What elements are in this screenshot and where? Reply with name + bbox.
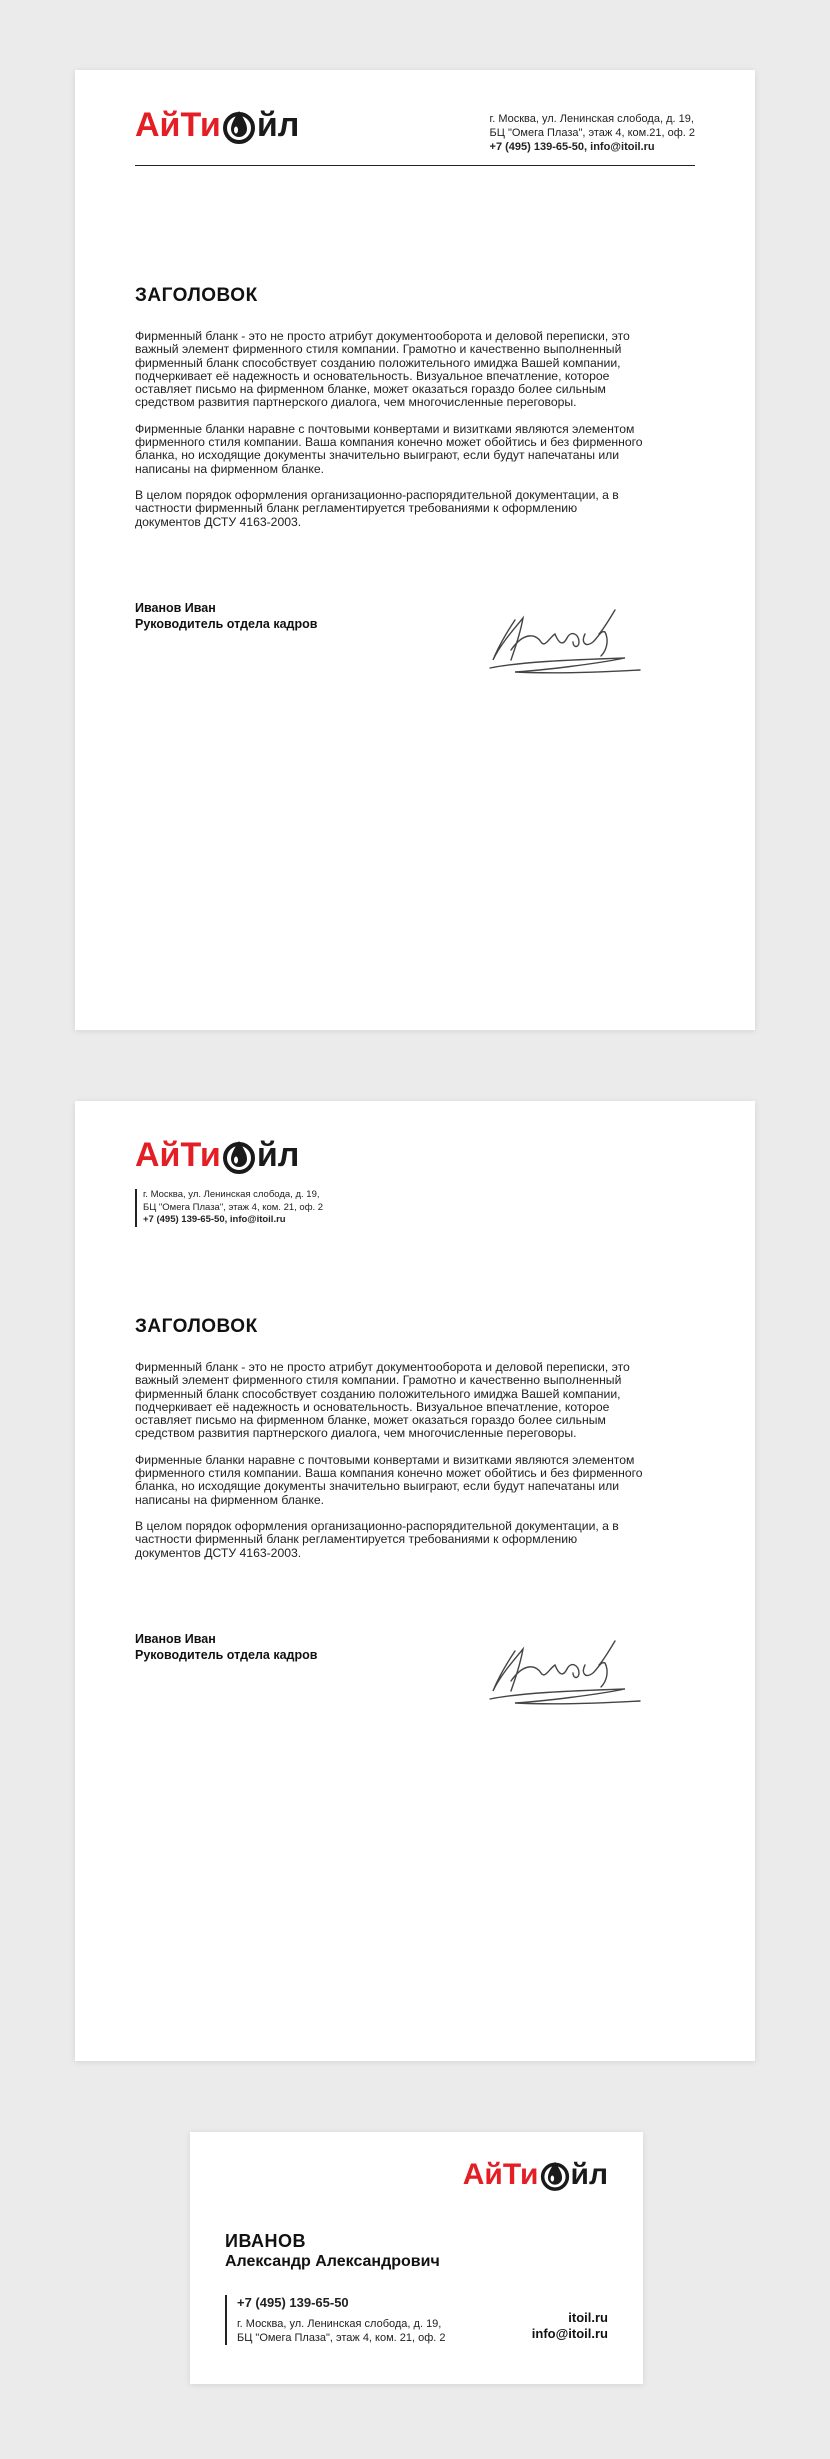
- card-address-line: БЦ "Омега Плаза", этаж 4, ком. 21, оф. 2: [237, 2332, 446, 2344]
- signer-block: [135, 1631, 317, 1663]
- paragraph: В целом порядок оформления организационно-распорядительной документации, а в частности фирменный бланк регламентируется требованиями к оформлению документов ДСТУ 4163-2003.: [135, 487, 619, 529]
- signer-block: [135, 600, 317, 632]
- logo-text-red: АйТи: [462, 2158, 539, 2191]
- letter-body: [135, 1361, 645, 1573]
- card-contacts: [225, 2295, 446, 2345]
- logo-text-black: йл: [570, 2158, 608, 2191]
- card-web-contacts: [532, 2310, 608, 2342]
- business-card: [190, 2132, 643, 2384]
- header-contacts: [135, 1189, 323, 1227]
- oil-drop-icon: [222, 107, 256, 145]
- contact-line: [143, 1214, 323, 1227]
- address-line: БЦ "Омега Плаза", этаж 4, ком. 21, оф. 2: [143, 1201, 324, 1213]
- letter-heading: ЗАГОЛОВОК: [135, 1316, 258, 1337]
- address-line: БЦ "Омега Плаза", этаж 4, ком.21, оф. 2: [489, 127, 695, 139]
- paragraph: Фирменный бланк - это не просто атрибут документооборота и деловой переписки, это важный элемент фирменного стиля компании. Грамотно и качественно выполненный фирменный бланк способствует созданию положительного имиджа Вашей компании, подчеркивает её надежность и основательность. Визуальное впечатление, которое оставляет письмо на фирменном бланке, может оказаться гораздо более сильным средством развития партнерского диалога, чем многочисленные переговоры.: [135, 1360, 630, 1441]
- oil-drop-icon: [540, 2158, 570, 2192]
- signer-title: Руководитель отдела кадров: [135, 617, 318, 631]
- header-divider: [135, 165, 695, 166]
- letterhead-sheet-vertical: [75, 1101, 755, 2061]
- logo-text-red: АйТи: [135, 1136, 221, 1174]
- contact-line: [490, 140, 695, 154]
- paragraph: Фирменные бланки наравне с почтовыми конвертами и визитками являются элементом фирменного стиля компании. Ваша компания конечно может обойтись и без фирменного бланка, но исходящие документы значительно выиграют, если будут напечатаны или написаны на фирменном бланке.: [135, 421, 643, 476]
- oil-drop-icon: [222, 1137, 256, 1175]
- company-logo: [463, 2158, 608, 2192]
- card-phone: +7 (495) 139-65-50: [237, 2295, 349, 2310]
- email-link[interactable]: info@itoil.ru: [531, 2326, 608, 2341]
- letter-body: [135, 330, 645, 542]
- signer-name: Иванов Иван: [135, 1632, 216, 1646]
- logo-text-black: йл: [256, 106, 300, 144]
- signer-name: Иванов Иван: [135, 601, 216, 615]
- website-link[interactable]: itoil.ru: [568, 2310, 608, 2325]
- handwritten-signature: [475, 1621, 655, 1721]
- letter-heading: ЗАГОЛОВОК: [135, 285, 258, 306]
- phone-text: +7 (495) 139-65-50,: [489, 141, 588, 153]
- handwritten-signature: [475, 590, 655, 690]
- card-address-line: г. Москва, ул. Ленинская слобода, д. 19,: [237, 2318, 442, 2330]
- letterhead-sheet-horizontal: [75, 70, 755, 1030]
- paragraph: В целом порядок оформления организационно-распорядительной документации, а в частности фирменный бланк регламентируется требованиями к оформлению документов ДСТУ 4163-2003.: [135, 1518, 619, 1560]
- address-line: г. Москва, ул. Ленинская слобода, д. 19,: [143, 1189, 320, 1200]
- paragraph: Фирменный бланк - это не просто атрибут документооборота и деловой переписки, это важный элемент фирменного стиля компании. Грамотно и качественно выполненный фирменный бланк способствует созданию положительного имиджа Вашей компании, подчеркивает её надежность и основательность. Визуальное впечатление, которое оставляет письмо на фирменном бланке, может оказаться гораздо более сильным средством развития партнерского диалога, чем многочисленные переговоры.: [135, 329, 630, 410]
- signer-title: Руководитель отдела кадров: [135, 1648, 318, 1662]
- header-contacts: [490, 112, 695, 154]
- card-full-name: Александр Александрович: [225, 2253, 440, 2270]
- address-line: г. Москва, ул. Ленинская слобода, д. 19,: [489, 113, 694, 125]
- phone-text: +7 (495) 139-65-50,: [143, 1214, 228, 1225]
- company-logo: [135, 1136, 299, 1175]
- paragraph: Фирменные бланки наравне с почтовыми конвертами и визитками являются элементом фирменного стиля компании. Ваша компания конечно может обойтись и без фирменного бланка, но исходящие документы значительно выиграют, если будут напечатаны или написаны на фирменном бланке.: [135, 1452, 643, 1507]
- email-link[interactable]: info@itoil.ru: [590, 141, 655, 153]
- logo-text-red: АйТи: [135, 106, 221, 144]
- card-surname: ИВАНОВ: [225, 2231, 307, 2251]
- email-link[interactable]: info@itoil.ru: [229, 1214, 286, 1225]
- company-logo: [135, 106, 299, 145]
- logo-text-black: йл: [256, 1136, 300, 1174]
